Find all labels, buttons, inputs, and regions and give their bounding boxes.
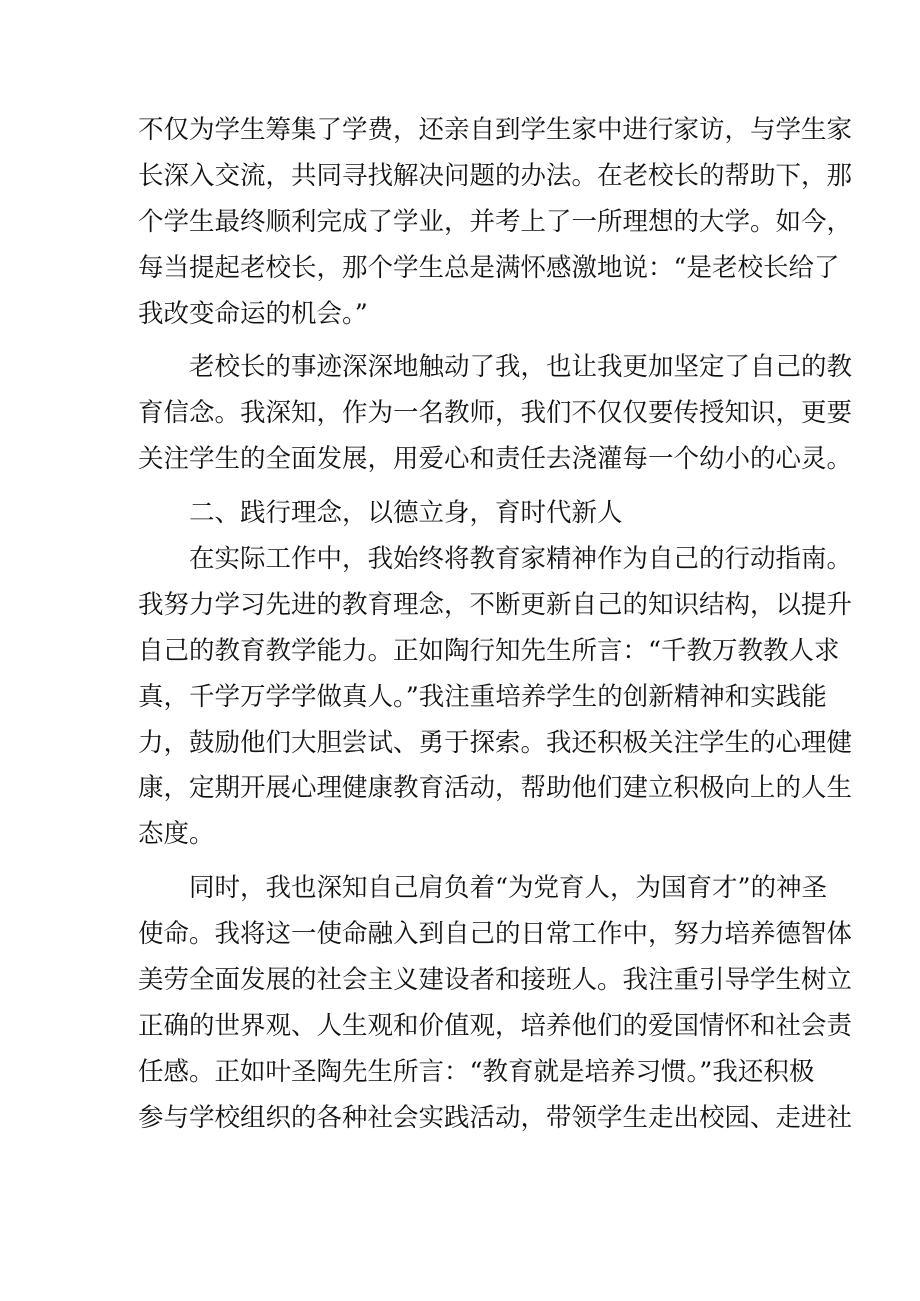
text-line: 不仅为学生筹集了学费，还亲自到学生家中进行家访，与学生家 (138, 115, 853, 145)
paragraph-2 (138, 345, 853, 483)
text-line: 育信念。我深知，作为一名教师，我们不仅仅要传授知识，更要 (138, 398, 853, 429)
text-line: 任感。正如叶圣陶先生所言：“教育就是培养习惯。”我还积极 (138, 1056, 815, 1087)
section-heading (138, 491, 788, 537)
document-body (138, 108, 853, 1142)
text-line: 态度。 (138, 819, 215, 850)
text-line: 同时，我也深知自己肩负着“为党育人，为国育才”的神圣 (189, 873, 828, 904)
text-line: 长深入交流，共同寻找解决问题的办法。在老校长的帮助下，那 (138, 160, 853, 191)
section-heading-text: 二、践行理念，以德立身，育时代新人 (189, 498, 623, 529)
paragraph-4 (138, 866, 853, 1141)
text-line: 康，定期开展心理健康教育活动，帮助他们建立积极向上的人生 (138, 773, 853, 804)
text-line: 参与学校组织的各种社会实践活动，带领学生走出校园、走进社 (138, 1102, 853, 1133)
text-line: 正确的世界观、人生观和价值观，培养他们的爱国情怀和社会责 (138, 1010, 853, 1041)
text-line: 在实际工作中，我始终将教育家精神作为自己的行动指南。 (189, 544, 853, 575)
text-line: 自己的教育教学能力。正如陶行知先生所言：“千教万教教人求 (138, 635, 840, 666)
text-line: 我改变命运的机会。” (138, 298, 368, 329)
text-line: 关注学生的全面发展，用爱心和责任去浇灌每一个幼小的心灵。 (138, 444, 853, 475)
text-line: 我努力学习先进的教育理念，不断更新自己的知识结构，以提升 (138, 589, 853, 620)
text-line: 老校长的事迹深深地触动了我，也让我更加坚定了自己的教 (189, 352, 853, 383)
text-line: 美劳全面发展的社会主义建设者和接班人。我注重引导学生树立 (138, 965, 853, 996)
text-line: 真，千学万学学做真人。”我注重培养学生的创新精神和实践能 (138, 681, 827, 712)
text-line: 使命。我将这一使命融入到自己的日常工作中，努力培养德智体 (138, 919, 853, 950)
text-line: 个学生最终顺利完成了学业，并考上了一所理想的大学。如今， (138, 206, 853, 237)
paragraph-1 (138, 108, 853, 337)
paragraph-3 (138, 537, 853, 858)
text-line: 力，鼓励他们大胆尝试、勇于探索。我还积极关注学生的心理健 (138, 727, 853, 758)
text-line: 每当提起老校长，那个学生总是满怀感激地说：“是老校长给了 (138, 252, 840, 283)
